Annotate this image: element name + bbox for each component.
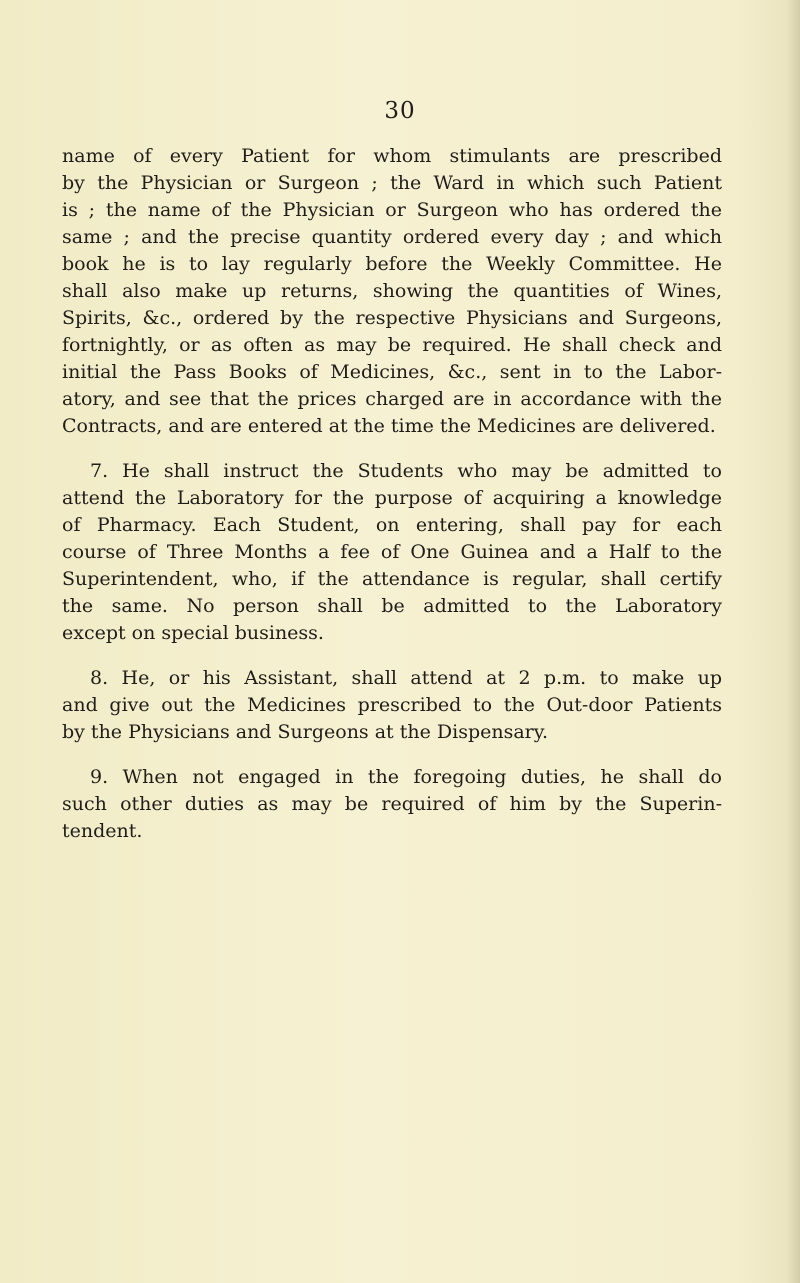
text-line: by the Physicians and Surgeons at the Dispensary. <box>62 721 548 743</box>
text-line: Contracts, and are entered at the time the Medicines are delivered. <box>62 415 716 437</box>
text-line: tendent. <box>62 820 143 842</box>
text-line: 8. He, or his Assistant, shall attend at 2 p.m. to make up <box>90 667 722 689</box>
paragraph-continuation <box>62 143 722 440</box>
text-line: name of every Patient for whom stimulants are prescribed <box>62 145 722 167</box>
text-line: Spirits, &c., ordered by the respective Physicians and Surgeons, <box>62 307 722 329</box>
paragraph-rule-9 <box>62 764 722 845</box>
page-number: 30 <box>384 98 416 124</box>
text-line: of Pharmacy. Each Student, on entering, shall pay for each <box>62 514 722 536</box>
text-line: book he is to lay regularly before the Weekly Committee. He <box>62 253 722 275</box>
text-line: same ; and the precise quantity ordered every day ; and which <box>62 226 722 248</box>
text-line: attend the Laboratory for the purpose of acquiring a knowledge <box>62 487 722 509</box>
text-line: is ; the name of the Physician or Surgeon who has ordered the <box>62 199 722 221</box>
text-line: initial the Pass Books of Medicines, &c., sent in to the Labor- <box>62 361 722 383</box>
text-line: 7. He shall instruct the Students who may be admitted to <box>90 460 722 482</box>
text-line: fortnightly, or as often as may be required. He shall check and <box>62 334 722 356</box>
page-edge-shadow <box>786 0 800 1283</box>
text-line: the same. No person shall be admitted to the Laboratory <box>62 595 722 617</box>
text-line: shall also make up returns, showing the quantities of Wines, <box>62 280 722 302</box>
paragraph-rule-7 <box>62 458 722 647</box>
paragraph-rule-8 <box>62 665 722 746</box>
text-line: and give out the Medicines prescribed to the Out-door Patients <box>62 694 722 716</box>
text-line: such other duties as may be required of him by the Superin- <box>62 793 722 815</box>
text-line: except on special business. <box>62 622 324 644</box>
body-text <box>62 143 722 845</box>
text-line: course of Three Months a fee of One Guinea and a Half to the <box>62 541 722 563</box>
text-line: by the Physician or Surgeon ; the Ward in which such Patient <box>62 172 722 194</box>
text-line: 9. When not engaged in the foregoing duties, he shall do <box>90 766 722 788</box>
text-line: Superintendent, who, if the attendance is regular, shall certify <box>62 568 722 590</box>
text-line: atory, and see that the prices charged are in accordance with the <box>62 388 722 410</box>
